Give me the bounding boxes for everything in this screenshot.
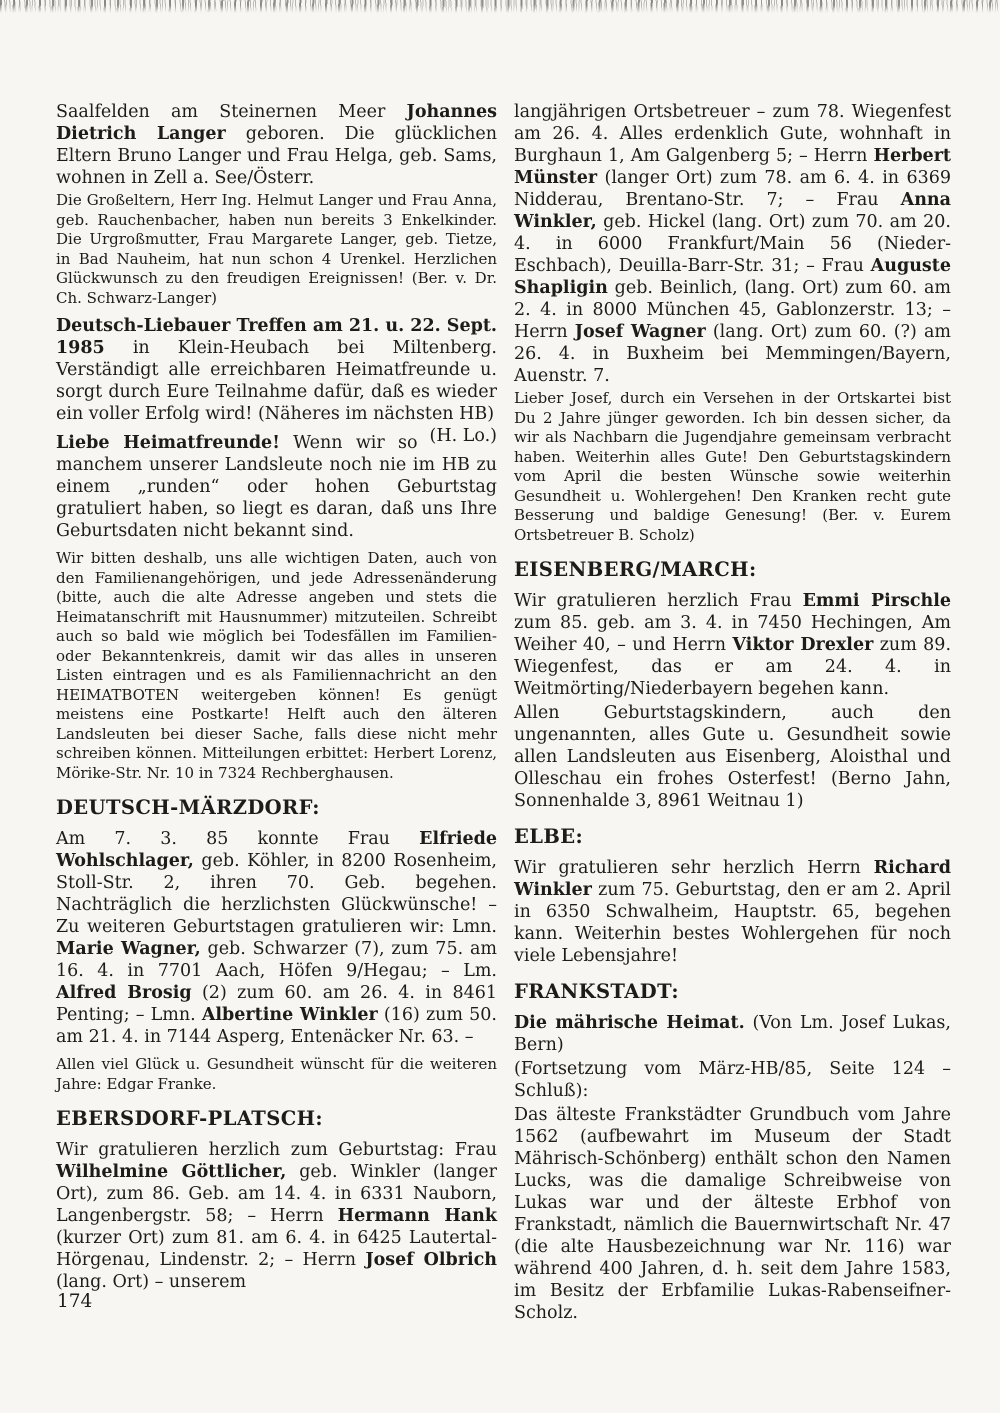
text-run: zum 75. Geburtstag, den er am 2. April in 6350 Schwalheim, Hauptstr. 65, begehen kann. Weiterhin bestes Wohlergehen für noch viele Lebensjahre! (514, 880, 951, 966)
text-run: Allen viel Glück u. Gesundheit wünscht für die weiteren Jahre: Edgar Franke. (56, 1055, 497, 1093)
text-run: Wir gratulieren herzlich zum Geburtstag: Frau (56, 1140, 497, 1160)
paragraph (514, 702, 951, 812)
paragraph (514, 1058, 951, 1102)
bold-text-run: Liebe Heimatfreunde! (56, 433, 280, 453)
text-run: Saalfelden am Steinernen Meer (56, 102, 407, 122)
bold-text-run: Richard Winkler (514, 858, 951, 900)
paragraph (514, 590, 951, 700)
paragraph (514, 857, 951, 967)
paragraph (56, 549, 497, 783)
paragraph (56, 101, 497, 189)
text-run: Die Großeltern, Herr Ing. Helmut Langer und Frau Anna, geb. Rauchenbacher, haben nun bereits 3 Enkelkinder. Die Urgroßmutter, Frau Margarete Langer, geb. Tietze, in Bad Nauheim, hat nun schon 4 Urenkel. Herzlichen Glückwunsch zu den freudigen Ereignissen! (Ber. v. Dr. Ch. Schwarz-Langer) (56, 191, 497, 307)
section-heading: EBERSDORF-PLATSCH: (56, 1107, 324, 1130)
text-run: Am 7. 3. 85 konnte Frau (56, 829, 420, 849)
section-heading: DEUTSCH-MÄRZDORF: (56, 796, 320, 819)
text-run: Wir gratulieren herzlich Frau (514, 591, 803, 611)
bold-text-run: Herbert Münster (514, 146, 951, 188)
text-run: Das älteste Frankstädter Grundbuch vom Jahre 1562 (aufbewahrt im Museum der Stadt Mährisch-Schönberg) enthält schon den Namen Lucks, was die damalige Schreibweise von Lukas war und der älteste Erbhof von Frankstadt, nämlich die Bauernwirtschaft Nr. 47 (die alte Hausbezeichnung war Nr. 116) war während 400 Jahren, d. h. seit dem Jahre 1583, im Besitz der Erbfamilie Lukas-Rabenseifner-Scholz. (514, 1105, 951, 1323)
text-run: (lang. Ort) zum 60. (?) am 26. 4. in Buxheim bei Memmingen/Bayern, Auenstr. 7. (514, 322, 951, 386)
paragraph (56, 432, 497, 542)
bold-text-run: Deutsch-Liebauer Treffen am 21. u. 22. Sept. 1985 (56, 316, 497, 358)
text-run: geb. Köhler, in 8200 Rosenheim, Stoll-Str. 2, ihren 70. Geb. begehen. Nachträglich die herzlichsten Glückwünsche! – Zu weiteren Geburtstagen gratulieren wir: Lmn. (56, 851, 497, 937)
bold-text-run: Auguste Shapligin (514, 256, 951, 298)
bold-text-run: Wilhelmine Göttlicher, (56, 1162, 287, 1182)
scan-noise-band (0, 0, 1000, 13)
paragraph (514, 1104, 951, 1324)
text-run: Wir bitten deshalb, uns alle wichtigen Daten, auch von den Familienangehörigen, und jede Adressenänderung (bitte, auch die alte Adresse angeben und stets die Heimatanschrift mit Hausnummer) mitzuteilen. Schreibt auch so bald wie möglich bei Todesfällen im Familien- oder Bekanntenkreis, damit wir das alles in unseren Listen eintragen und es als Familiennachricht an den HEIMATBOTEN weitergeben können! Es genügt meistens eine Postkarte! Helft auch den älteren Landsleuten bei dieser Sache, falls diese nicht mehr schreiben können. Mitteilungen erbittet: Herbert Lorenz, Mörike-Str. Nr. 10 in 7324 Rechberghausen. (56, 549, 497, 782)
bold-text-run: Viktor Drexler (732, 635, 874, 655)
signature-run: (H. Lo.) (429, 426, 497, 446)
text-run: zum 85. geb. am 3. 4. in 7450 Hechingen, Am Weiher 40, – und Herrn (514, 613, 951, 655)
bold-text-run: Emmi Pirschle (802, 591, 951, 611)
left-column (56, 101, 497, 1300)
paragraph (56, 191, 497, 308)
text-run: Lieber Josef, durch ein Versehen in der Ortskartei bist Du 2 Jahre jünger geworden. Ich bin dessen sicher, da wir als Nachbarn die Jugendjahre gemeinsam verbracht haben. Weiterhin alles Gute! Den Geburtstagskindern vom April die besten Wünsche sowie weiterhin Gesundheit u. Wohlergehen! Den Kranken recht gute Besserung und baldige Genesung! (Ber. v. Eurem Ortsbetreuer B. Scholz) (514, 389, 951, 544)
text-run: geb. Schwarzer (7), zum 75. am 16. 4. in 7701 Aach, Höfen 9/Hegau; – Lm. (56, 939, 497, 981)
bold-text-run: Marie Wagner, (56, 939, 201, 959)
text-run: zum 89. Wiegenfest, das er am 24. 4. in Weitmörting/Niederbayern begehen kann. (514, 635, 952, 699)
text-run: langjährigen Ortsbetreuer – zum 78. Wiegenfest am 26. 4. Alles erdenklich Gute, wohnhaft in Burghaun 1, Am Galgenberg 5; – Herrn (514, 102, 951, 166)
paragraph (514, 1012, 951, 1056)
text-run: (2) zum 60. am 26. 4. in 8461 Penting; – Lmn. (56, 983, 498, 1025)
bold-text-run: Anna Winkler, (514, 190, 951, 232)
paragraph (56, 1055, 497, 1094)
text-run: geb. Beinlich, (lang. Ort) zum 60. am 2. 4. in 8000 München 45, Gablonzerstr. 13; – Herrn (514, 278, 951, 342)
paragraph (56, 828, 497, 1048)
text-run: (Von Lm. Josef Lukas, Bern) (514, 1013, 951, 1055)
text-run: Wir gratulieren sehr herzlich Herrn (514, 858, 874, 878)
text-run: Allen Geburtstagskindern, auch den ungenannten, alles Gute u. Gesundheit sowie allen Landsleuten aus Eisenberg, Aloisthal und Olleschau ein frohes Osterfest! (Berno Jahn, Sonnenhalde 3, 8961 Weitnau 1) (514, 703, 951, 811)
paragraph (514, 389, 951, 545)
bold-text-run: Die mährische Heimat. (514, 1013, 745, 1033)
text-run: in Klein-Heubach bei Miltenberg. Verständigt alle erreichbaren Heimatfreunde u. sorgt durch Eure Teilnahme dafür, daß es wieder ein voller Erfolg wird! (Näheres im nächsten HB) (56, 338, 497, 424)
paragraph (514, 101, 951, 387)
paragraph (56, 1139, 497, 1293)
text-run: geboren. Die glücklichen Eltern Bruno Langer und Frau Helga, geb. Sams, wohnen in Zell a. See/Österr. (56, 124, 497, 188)
text-run: geb. Winkler (langer Ort), zum 86. Geb. am 14. 4. in 6331 Nauborn, Langenbergstr. 58; – Herrn (56, 1162, 497, 1226)
bold-text-run: Josef Wagner (574, 322, 706, 342)
bold-text-run: Johannes Dietrich Langer (56, 102, 497, 144)
bold-text-run: Hermann Hank (337, 1206, 497, 1226)
section-heading: EISENBERG/MARCH: (514, 558, 757, 581)
right-column (514, 101, 951, 1331)
text-run: geb. Hickel (lang. Ort) zum 70. am 20. 4. in 6000 Frankfurt/Main 56 (Nieder-Eschbach), Deuilla-Barr-Str. 31; – Frau (514, 212, 951, 276)
text-run: (16) zum 50. am 21. 4. in 7144 Asperg, Entenäcker Nr. 63. – (56, 1005, 497, 1047)
text-run: (langer Ort) zum 78. am 6. 4. in 6369 Nidderau, Brentano-Str. 7; – Frau (514, 168, 951, 210)
text-run: Wenn wir so manchem unserer Landsleute noch nie im HB zu einem „runden“ oder hohen Geburtstag gratuliert haben, so liegt es daran, daß uns Ihre Geburtsdaten nicht bekannt sind. (56, 433, 497, 541)
text-run: (kurzer Ort) zum 81. am 6. 4. in 6425 Lautertal-Hörgenau, Lindenstr. 2; – Herrn (56, 1228, 497, 1270)
section-heading: FRANKSTADT: (514, 980, 679, 1003)
bold-text-run: Elfriede Wohlschlager, (56, 829, 497, 871)
bold-text-run: Josef Olbrich (365, 1250, 498, 1270)
page-number: 174 (57, 1291, 93, 1312)
bold-text-run: Albertine Winkler (201, 1005, 378, 1025)
section-heading: ELBE: (514, 825, 584, 848)
text-run: (Fortsetzung vom März-HB/85, Seite 124 – Schluß): (514, 1059, 951, 1101)
bold-text-run: Alfred Brosig (56, 983, 192, 1003)
text-run: (lang. Ort) – unserem (56, 1272, 247, 1292)
